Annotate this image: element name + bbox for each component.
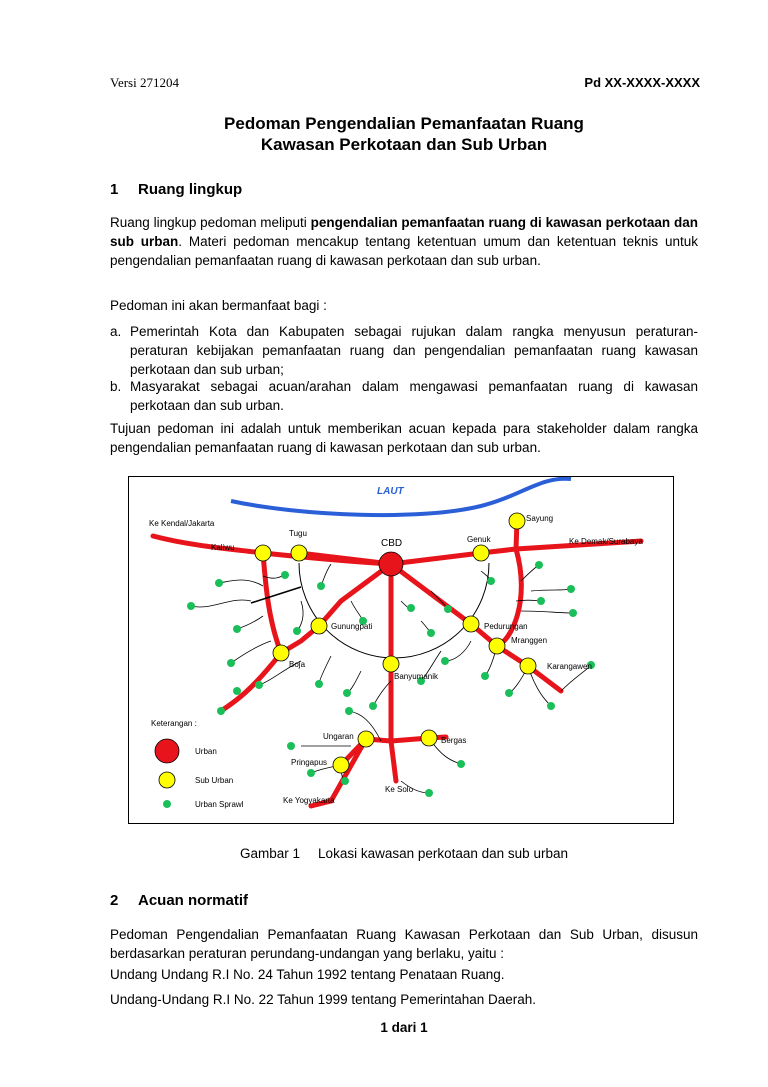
place-label: Karangawen: [547, 662, 592, 671]
section-1-number: 1: [110, 181, 119, 198]
urban-sprawl-dot: [425, 789, 433, 797]
urban-sprawl-dot: [341, 777, 349, 785]
place-label: Tugu: [289, 529, 307, 538]
urban-sprawl-dot: [315, 680, 323, 688]
urban-sprawl-dot: [487, 577, 495, 585]
urban-sprawl-dot: [281, 571, 289, 579]
caption-text: Lokasi kawasan perkotaan dan sub urban: [318, 846, 568, 861]
list-marker: b.: [110, 379, 122, 394]
page-number: 1 dari 1: [380, 1020, 428, 1035]
urban-sprawl-dot: [567, 585, 575, 593]
road-label: Ke Yogyakarta: [283, 796, 335, 805]
section-2-heading: [110, 892, 248, 909]
sub-urban-node: [509, 513, 525, 529]
sub-urban-node: [358, 731, 374, 747]
urban-sprawl-dot: [215, 579, 223, 587]
legend: [151, 719, 244, 809]
section-1-heading: [110, 181, 242, 198]
list-item: [110, 377, 698, 415]
road-label: Ke Kendal/Jakarta: [149, 519, 215, 528]
sub-urban-node: [520, 658, 536, 674]
sub-urban-node: [311, 618, 327, 634]
ring-road: [299, 563, 489, 658]
sub-urban-node: [291, 545, 307, 561]
cbd-label: CBD: [381, 538, 403, 549]
figure-map: [128, 476, 674, 824]
figure-caption: [0, 846, 768, 861]
urban-structure-diagram: [129, 477, 673, 823]
legend-sprawl-symbol: [163, 800, 171, 808]
place-label: Gunungpati: [331, 622, 373, 631]
section-1-paragraph-1: [110, 213, 698, 270]
urban-sprawl-dot: [343, 689, 351, 697]
section-2-paragraph-2: Undang Undang R.I No. 24 Tahun 1992 tentang Penataan Ruang.: [110, 967, 505, 982]
urban-sprawl-dot: [307, 769, 315, 777]
road-label: Ke Demak/Surabaya: [569, 537, 643, 546]
urban-sprawl-dot: [287, 742, 295, 750]
urban-sprawl-dot: [233, 687, 241, 695]
page-title-line-2: Kawasan Perkotaan dan Sub Urban: [260, 135, 548, 154]
urban-sprawl-dot: [407, 604, 415, 612]
legend-sprawl-label: Urban Sprawl: [195, 800, 244, 809]
section-2-paragraph-3: Undang-Undang R.I No. 22 Tahun 1999 tentang Pemerintahan Daerah.: [110, 992, 537, 1007]
page-title-line-1: Pedoman Pengendalian Pemanfaatan Ruang: [224, 114, 584, 133]
place-label: Bergas: [441, 736, 467, 745]
version-label: Versi 271204: [110, 75, 179, 90]
urban-sprawl-dot: [481, 672, 489, 680]
place-label: Genuk: [467, 535, 491, 544]
list-marker: a.: [110, 324, 122, 339]
urban-sprawl-dot: [369, 702, 377, 710]
legend-suburban-symbol: [159, 772, 175, 788]
sub-urban-node: [489, 638, 505, 654]
place-label: Boja: [289, 660, 306, 669]
section-2-number: 2: [110, 892, 119, 909]
urban-sprawl-dot: [293, 627, 301, 635]
place-label: Kaliwu: [211, 543, 235, 552]
urban-sprawl-dot: [187, 602, 195, 610]
connector-road: [251, 587, 301, 603]
sub-urban-node: [383, 656, 399, 672]
urban-sprawl-dot: [569, 609, 577, 617]
section-1-paragraph-3: Tujuan pedoman ini adalah untuk memberikan acuan kepada para stakeholder dalam rangka pengendalian pemanfaatan ruang di kawasan perkotaan dan sub urban.: [110, 421, 698, 455]
urban-sprawl-dot: [444, 605, 452, 613]
urban-sprawl-dot: [233, 625, 241, 633]
legend-urban-label: Urban: [195, 747, 217, 756]
urban-sprawl-dot: [227, 659, 235, 667]
section-2-paragraph-1: Pedoman Pengendalian Pemanfaatan Ruang Kawasan Perkotaan dan Sub Urban, disusun berdasarkan peraturan perundang-undangan yang berlaku, yaitu :: [110, 927, 698, 961]
urban-sprawl-dot: [217, 707, 225, 715]
list-text: Pemerintah Kota dan Kabupaten sebagai rujukan dalam rangka menyusun peraturan-peraturan kebijakan pemanfaatan ruang dan pengendalian pemanfaatan ruang kawasan perkotaan dan sub urban;: [130, 324, 698, 377]
legend-title: Keterangan :: [151, 719, 197, 728]
urban-sprawl-dot: [537, 597, 545, 605]
list-item: [110, 322, 698, 379]
place-label: Pedurungan: [484, 622, 528, 631]
urban-sprawl-dot: [255, 681, 263, 689]
sub-urban-node: [255, 545, 271, 561]
paragraph-bold-text: pengendalian pemanfaatan ruang di kawasan perkotaan dan sub urban: [110, 215, 698, 249]
urban-sprawl-dot: [441, 657, 449, 665]
legend-urban-symbol: [155, 739, 179, 763]
urban-sprawl-dot: [345, 707, 353, 715]
place-label: Sayung: [526, 514, 554, 523]
sub-urban-node: [273, 645, 289, 661]
sub-urban-node: [473, 545, 489, 561]
urban-sprawl-dot: [457, 760, 465, 768]
caption-label: Gambar 1: [240, 846, 301, 861]
urban-sprawl-dot: [427, 629, 435, 637]
road-label: Ke Solo: [385, 785, 414, 794]
cbd-urban-node: [379, 552, 403, 576]
paragraph-text: . Materi pedoman mencakup tentang ketentuan umum dan ketentuan teknis untuk pengendalian pemanfaatan ruang di kawasan perkotaan dan sub urban.: [110, 234, 698, 268]
list-text: Masyarakat sebagai acuan/arahan dalam mengawasi pemanfaatan ruang di kawasan perkotaan dan sub urban.: [130, 379, 698, 413]
urban-sprawl-dot: [317, 582, 325, 590]
section-1-paragraph-2: Pedoman ini akan bermanfaat bagi :: [110, 298, 327, 313]
urban-sprawl-dot: [547, 702, 555, 710]
place-label: Mranggen: [511, 636, 548, 645]
place-label: Ungaran: [323, 732, 354, 741]
place-label: Banyumanik: [394, 672, 439, 681]
sea-label: LAUT: [377, 486, 404, 497]
paragraph-text: Ruang lingkup pedoman meliputi: [110, 215, 311, 230]
urban-sprawl-dot: [505, 689, 513, 697]
urban-sprawl-dot: [535, 561, 543, 569]
legend-suburban-label: Sub Urban: [195, 776, 234, 785]
section-2-title: Acuan normatif: [138, 892, 249, 909]
sub-urban-node: [333, 757, 349, 773]
sub-urban-node: [463, 616, 479, 632]
sub-urban-node: [421, 730, 437, 746]
section-1-title: Ruang lingkup: [138, 181, 243, 198]
place-label: Pringapus: [291, 758, 328, 767]
document-code: Pd XX-XXXX-XXXX: [584, 75, 700, 90]
